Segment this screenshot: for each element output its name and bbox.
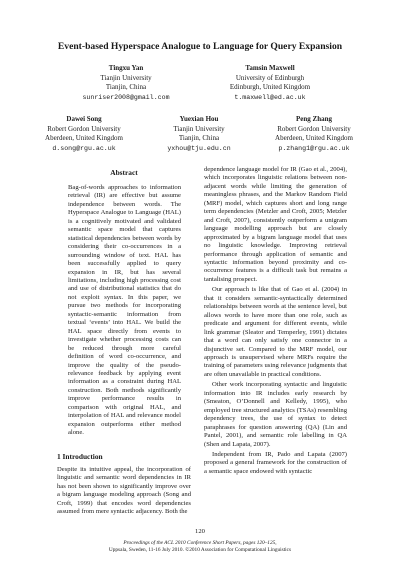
author-name: Tamsin Maxwell	[245, 64, 295, 72]
author-block	[60, 64, 192, 102]
author-affiliation: Robert Gordon University	[47, 124, 121, 133]
author-block	[22, 115, 146, 153]
author-email: yxhou@tju.edu.cn	[167, 144, 231, 152]
author-name: Dawei Song	[66, 115, 102, 123]
author-affiliation: Robert Gordon University	[277, 124, 351, 133]
paper-title: Event-based Hyperspace Analogue to Language for Query Expansion	[57, 41, 343, 52]
paragraph: Independent from IR, Pado and Lapata (2007) proposed a general framework for the construction of a semantic space endowed with syntactic	[204, 450, 347, 475]
page-number: 120	[195, 528, 205, 535]
footer-location: Uppsala, Sweden, 11-16 July 2010. ©2010 Association for Computational Linguistics	[108, 546, 292, 553]
author-email: sunriser2008@gmail.com	[82, 93, 170, 101]
footer-venue: Proceedings of the ACL 2010 Conference Short Papers, pages 120–125,	[123, 540, 277, 546]
abstract-body	[68, 184, 181, 438]
author-location: Tianjin, China	[178, 134, 220, 143]
author-location: Edinburgh, United Kingdom	[229, 83, 311, 92]
author-location: Aberdeen, United Kingdom	[275, 134, 353, 143]
author-name: Tingxu Yan	[108, 64, 144, 72]
author-affiliation: Tianjin University	[173, 124, 225, 133]
author-block	[250, 115, 378, 153]
abstract-heading: Abstract	[110, 168, 138, 177]
author-name: Yuexian Hou	[179, 115, 219, 123]
right-column	[204, 166, 347, 476]
section-heading-introduction: 1 Introduction	[57, 452, 103, 461]
author-location: Aberdeen, United Kingdom	[45, 134, 123, 143]
paragraph: Our approach is like that of Gao et al. (2004) in that it considers semantic-syntactically determined relationships between words at the sentence level, but allows words to have more than one role, such as predicate and argument for different events, while link grammar (Sleator and Temperley, 1991) dictates that a word can only satisfy one connector in a disjunctive set. Compared to the MRF model, our approach is unsupervised where MRFs require the training of parameters using relevance judgments that are often unavailable in practical conditions.	[204, 286, 347, 378]
author-location: Tianjin, China	[105, 83, 147, 92]
author-name: Peng Zhang	[296, 115, 332, 123]
author-block	[143, 115, 255, 153]
author-email: d.song@rgu.ac.uk	[52, 144, 116, 152]
introduction-body	[57, 466, 191, 517]
author-email: t.maxwell@ed.ac.uk	[234, 93, 306, 101]
author-affiliation: Tianjin University	[100, 73, 152, 82]
page-footer	[0, 540, 400, 553]
abstract-text: Bag-of-words approaches to information retrieval (IR) are effective but assume independence between words. The Hyperspace Analogue to Language (HAL) is a cognitively motivated and validated semantic space model that captures statistical dependencies between words by considering their co-occurrences in a surrounding window of text. HAL has been successfully applied to query expansion in IR, but has several limitations, including high processing cost and use of distributional statistics that do not exploit syntax. In this paper, we pursue two methods for incorporating syntactic-semantic information from textual ‘events’ into HAL. We build the HAL space directly from events to investigate whether processing costs can be reduced through more careful definition of word co-occurrence, and improve the quality of the pseudo-relevance feedback by applying event information as a constraint during HAL construction. Both methods significantly improve performance results in comparison with original HAL, and interpolation of HAL and relevance model expansion outperforms either method alone.	[68, 184, 181, 437]
paragraph: dependence language model for IR (Gao et al., 2004), which incorporates linguistic relations between non-adjacent words while limiting the generation of meaningless phrases, and the Markov Random Field (MRF) model, which captures short and long range term dependencies (Metzler and Croft, 2005; Metzler and Croft, 2007), consistently outperform a unigram language modelling approach but are closely approximated by a bigram language model that uses no linguistic knowledge. Improving retrieval performance through application of semantic and syntactic information beyond proximity and co-occurrence features is a difficult task but remains a tantalising prospect.	[204, 166, 347, 283]
author-block	[205, 64, 335, 102]
author-affiliation: University of Edinburgh	[235, 73, 305, 82]
paragraph: Despite its intuitive appeal, the incorporation of linguistic and semantic word dependencies in IR has not been shown to significantly improve over a bigram language modeling approach (Song and Croft, 1999) that encodes word dependencies assumed from mere syntactic adjacency. Both the	[57, 466, 191, 516]
author-email: p.zhang1@rgu.ac.uk	[278, 144, 350, 152]
paragraph: Other work incorporating syntactic and linguistic information into IR includes early research by (Smeaton, O’Donnell and Kelledy, 1995), who employed tree structured analytics (TSAs) resembling dependency trees, the use of syntax to detect paraphrases for question answering (QA) (Lin and Pantel, 2001), and semantic role labelling in QA (Shen and Lapata, 2007).	[204, 381, 347, 448]
